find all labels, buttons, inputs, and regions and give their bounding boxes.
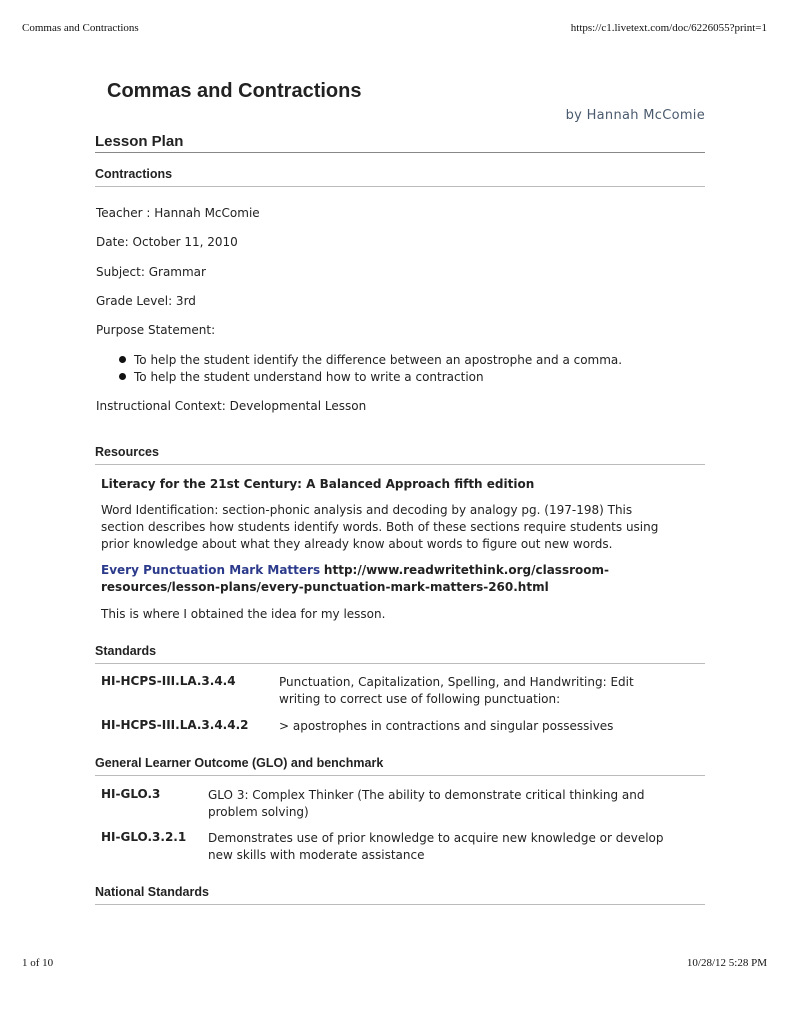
glo-code: HI-GLO.3 <box>101 787 161 801</box>
purpose-item-text: To help the student understand how to write a contraction <box>134 370 484 384</box>
standard-desc-line: > apostrophes in contractions and singular possessives <box>279 719 614 733</box>
print-header-title: Commas and Contractions <box>22 22 139 34</box>
standard-code: HI-HCPS-III.LA.3.4.4 <box>101 674 236 688</box>
bullet-icon <box>119 373 126 380</box>
resource-url-cont: resources/lesson-plans/every-punctuation-mark-matters-260.html <box>101 580 549 594</box>
subject-line: Subject: Grammar <box>96 265 206 279</box>
purpose-item <box>119 370 484 384</box>
purpose-label: Purpose Statement: <box>96 323 216 337</box>
print-timestamp: 10/28/12 5:28 PM <box>686 957 767 969</box>
resource-book-desc-line: prior knowledge about what they already know about words to figure out new words. <box>101 537 613 551</box>
resource-link-line <box>101 562 691 579</box>
document-byline: by Hannah McComie <box>565 108 705 123</box>
glo-desc-line: new skills with moderate assistance <box>208 848 425 862</box>
page-count: 1 of 10 <box>22 957 54 969</box>
document-title: Commas and Contractions <box>107 80 362 102</box>
resource-link[interactable]: Every Punctuation Mark Matters <box>101 563 321 577</box>
lesson-plan-heading: Lesson Plan <box>95 133 705 153</box>
glo-desc-line: problem solving) <box>208 805 309 819</box>
glo-heading: General Learner Outcome (GLO) and benchmark <box>95 756 705 776</box>
standard-code: HI-HCPS-III.LA.3.4.4.2 <box>101 718 249 732</box>
purpose-item <box>119 353 622 367</box>
context-line: Instructional Context: Developmental Lesson <box>96 399 367 413</box>
resource-book-title: Literacy for the 21st Century: A Balanced Approach fifth edition <box>101 477 535 491</box>
resources-heading: Resources <box>95 445 705 465</box>
glo-desc-line: GLO 3: Complex Thinker (The ability to demonstrate critical thinking and <box>208 788 645 802</box>
grade-line: Grade Level: 3rd <box>96 294 196 308</box>
standard-desc-line: Punctuation, Capitalization, Spelling, and Handwriting: Edit <box>279 675 634 689</box>
bullet-icon <box>119 356 126 363</box>
standards-heading: Standards <box>95 644 705 664</box>
teacher-line: Teacher : Hannah McComie <box>96 206 260 220</box>
glo-desc-line: Demonstrates use of prior knowledge to acquire new knowledge or develop <box>208 831 664 845</box>
purpose-item-text: To help the student identify the difference between an apostrophe and a comma. <box>134 353 623 367</box>
resource-url: http://www.readwritethink.org/classroom- <box>323 563 609 577</box>
date-line: Date: October 11, 2010 <box>96 235 238 249</box>
glo-code: HI-GLO.3.2.1 <box>101 830 187 844</box>
print-header-url: https://c1.livetext.com/doc/6226055?print=1 <box>570 22 767 34</box>
resource-book-desc-line: section describes how students identify words. Both of these sections require students using <box>101 520 659 534</box>
contractions-heading: Contractions <box>95 167 705 187</box>
standard-desc-line: writing to correct use of following punctuation: <box>279 692 561 706</box>
national-standards-heading: National Standards <box>95 885 705 905</box>
resource-book-desc-line: Word Identification: section-phonic analysis and decoding by analogy pg. (197-198) This <box>101 503 633 517</box>
resource-note: This is where I obtained the idea for my lesson. <box>101 607 386 621</box>
